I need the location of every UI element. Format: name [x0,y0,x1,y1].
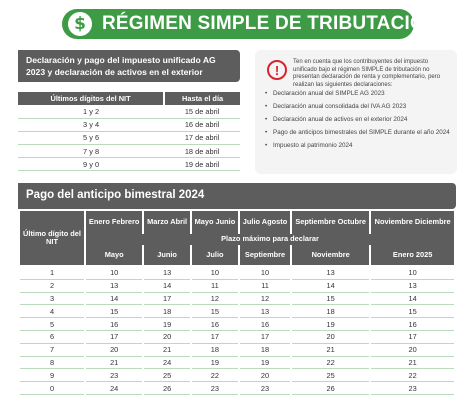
due-day-cell: 10 [86,267,142,280]
info-notice-box [255,50,457,174]
due-day-cell: 15 [371,305,454,318]
table-row [20,344,454,357]
due-day-cell: 15 [86,305,142,318]
list-item: • Declaración anual del SIMPLE AG 2023 [263,90,455,98]
deadline-cell: 19 de abril [164,158,240,171]
dollar-circle-icon: $ [68,12,92,36]
exclamation-circle-icon: ! [267,60,287,80]
due-day-cell: 24 [144,357,189,370]
table-row [20,280,454,293]
deadline-cell: 17 de abril [164,131,240,144]
title-banner [62,9,439,39]
section-heading-anticipo: Pago del anticipo bimestral 2024 [18,183,456,209]
nit-digit-cell: 4 [20,305,84,318]
due-day-cell: 14 [144,280,189,293]
due-day-cell: 26 [292,382,369,395]
due-day-cell: 18 [292,305,369,318]
due-day-cell: 21 [86,357,142,370]
due-day-cell: 25 [292,369,369,382]
due-day-cell: 20 [240,369,290,382]
due-day-cell: 13 [86,280,142,293]
deadline-cell: 15 de abril [164,105,240,118]
nit-digit-cell: 3 [20,293,84,306]
column-header-nit: Últimos dígitos del NIT [18,92,164,105]
due-day-cell: 14 [86,293,142,306]
due-day-cell: 10 [192,267,238,280]
due-day-cell: 20 [292,331,369,344]
due-day-cell: 11 [240,280,290,293]
nit-digit-cell: 2 [20,280,84,293]
due-day-cell: 19 [240,357,290,370]
plazo-label: Plazo máximo para declarar [86,234,454,245]
section-heading-declaracion: Declaración y pago del impuesto unificado AG 2023 y declaración de activos en el exterior [18,50,240,82]
due-day-cell: 13 [371,280,454,293]
due-day-cell: 22 [192,369,238,382]
table-row [20,357,454,370]
table-row [18,105,240,118]
due-day-cell: 13 [144,267,189,280]
due-day-cell: 19 [192,357,238,370]
due-day-cell: 12 [192,293,238,306]
table-row [20,305,454,318]
nit-digits-cell: 1 y 2 [18,105,164,118]
table-row [18,131,240,144]
due-day-cell: 18 [240,344,290,357]
month-header: Septiembre [240,245,290,265]
nit-digit-cell: 9 [20,369,84,382]
due-day-cell: 17 [240,331,290,344]
bimester-header: Mayo Junio [192,211,238,234]
month-header: Noviembre [292,245,369,265]
due-day-cell: 17 [192,331,238,344]
table-row [20,382,454,395]
due-day-cell: 14 [371,293,454,306]
due-day-cell: 11 [192,280,238,293]
bimester-header: Noviembre Diciembre [371,211,454,234]
nit-digit-cell: 8 [20,357,84,370]
list-item: • Pago de anticipos bimestrales del SIMPLE durante el año 2024 [263,129,455,137]
due-day-cell: 21 [371,357,454,370]
nit-digit-cell: 6 [20,331,84,344]
due-day-cell: 12 [240,293,290,306]
bimester-header: Enero Febrero [86,211,142,234]
due-day-cell: 15 [192,305,238,318]
due-day-cell: 22 [292,357,369,370]
bimonthly-payment-table [18,211,456,395]
due-day-cell: 19 [144,318,189,331]
list-item: • Declaración anual consolidada del IVA AG 2023 [263,103,455,111]
list-item: • Impuesto al patrimonio 2024 [263,142,455,150]
due-day-cell: 14 [292,280,369,293]
due-day-cell: 16 [240,318,290,331]
nit-digits-cell: 9 y 0 [18,158,164,171]
nit-digit-cell: 5 [20,318,84,331]
nit-digit-cell: 1 [20,267,84,280]
deadline-cell: 16 de abril [164,118,240,131]
due-day-cell: 17 [371,331,454,344]
due-day-cell: 16 [192,318,238,331]
due-day-cell: 20 [144,331,189,344]
due-day-cell: 24 [86,382,142,395]
due-day-cell: 21 [292,344,369,357]
due-day-cell: 22 [371,369,454,382]
due-day-cell: 20 [86,344,142,357]
table-row [20,267,454,280]
due-day-cell: 16 [86,318,142,331]
column-header-deadline: Hasta el día [164,92,240,105]
bimester-header: Julio Agosto [240,211,290,234]
declaration-deadline-table [18,92,240,171]
nit-digits-cell: 5 y 6 [18,131,164,144]
due-day-cell: 23 [192,382,238,395]
list-item: • Declaración anual de activos en el exterior 2024 [263,116,455,124]
table-row [20,293,454,306]
info-list [263,90,455,155]
due-day-cell: 17 [144,293,189,306]
due-day-cell: 18 [192,344,238,357]
due-day-cell: 10 [240,267,290,280]
table-row [18,118,240,131]
nit-digits-cell: 7 y 8 [18,145,164,158]
due-day-cell: 26 [144,382,189,395]
due-day-cell: 23 [371,382,454,395]
due-day-cell: 18 [144,305,189,318]
due-day-cell: 17 [86,331,142,344]
nit-digits-cell: 3 y 4 [18,118,164,131]
table-row [20,331,454,344]
due-day-cell: 16 [371,318,454,331]
due-day-cell: 20 [371,344,454,357]
due-day-cell: 21 [144,344,189,357]
info-intro-text: Ten en cuenta que los contribuyentes del impuesto unificado bajo el régimen SIMPLE de tributación no presentan declaración de renta y complementario, pero realizan las siguientes declaraciones: [293,59,441,88]
deadline-cell: 18 de abril [164,145,240,158]
due-day-cell: 15 [292,293,369,306]
table-row [20,369,454,382]
month-header: Mayo [86,245,142,265]
column-header-nit: Último dígito del NIT [20,211,84,265]
month-header: Julio [192,245,238,265]
month-header: Junio [144,245,189,265]
bimester-header: Marzo Abril [144,211,189,234]
due-day-cell: 10 [371,267,454,280]
table-row [18,145,240,158]
due-day-cell: 23 [86,369,142,382]
nit-digit-cell: 0 [20,382,84,395]
due-day-cell: 13 [292,267,369,280]
bimester-header: Septiembre Octubre [292,211,369,234]
due-day-cell: 23 [240,382,290,395]
due-day-cell: 13 [240,305,290,318]
due-day-cell: 25 [144,369,189,382]
nit-digit-cell: 7 [20,344,84,357]
month-header: Enero 2025 [371,245,454,265]
due-day-cell: 19 [292,318,369,331]
page-title: RÉGIMEN SIMPLE DE TRIBUTACIÓN [102,13,439,34]
table-row [20,318,454,331]
table-row [18,158,240,171]
